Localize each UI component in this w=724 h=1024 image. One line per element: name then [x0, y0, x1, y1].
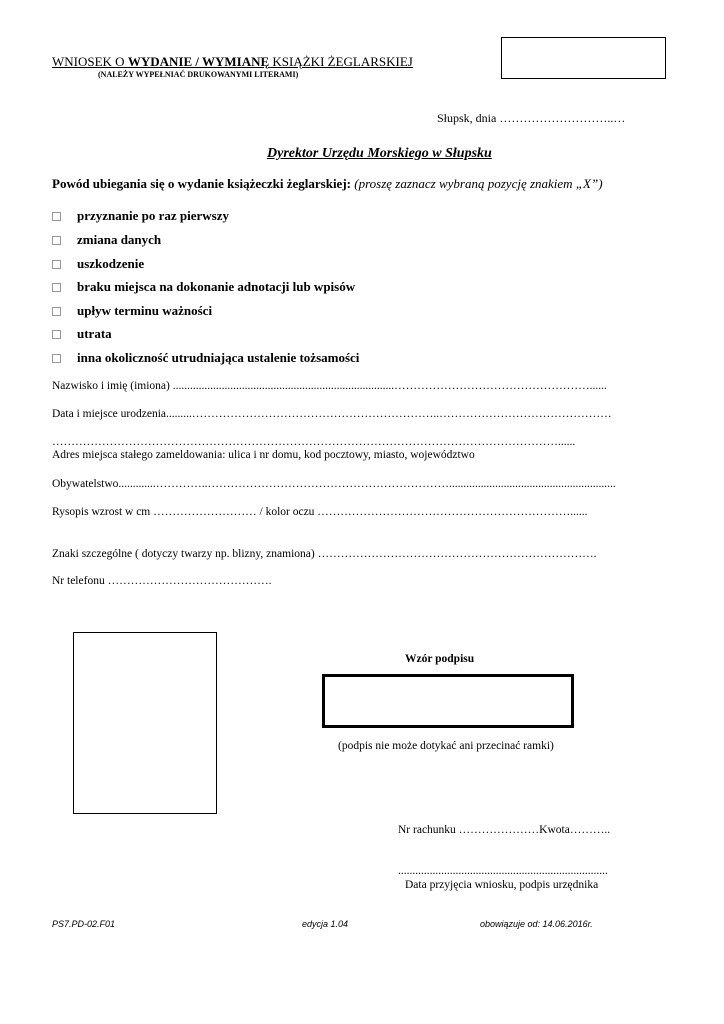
option-label: utrata	[77, 326, 112, 341]
account-amount-line[interactable]: Nr rachunku …………………Kwota………..	[398, 824, 611, 836]
title-part-1: WNIOSEK O	[52, 54, 128, 69]
option-no-space[interactable]	[52, 279, 355, 295]
checkbox[interactable]	[52, 354, 61, 363]
option-expiry[interactable]	[52, 303, 212, 319]
option-data-change[interactable]	[52, 232, 161, 248]
addressee: Dyrektor Urzędu Morskiego w Słupsku	[267, 146, 492, 161]
option-first-issue[interactable]	[52, 208, 229, 224]
reason-heading	[52, 176, 603, 192]
phone-field[interactable]: Nr telefonu …………………………………….	[52, 575, 272, 587]
signature-box[interactable]	[322, 674, 574, 728]
option-label: upływ terminu ważności	[77, 303, 213, 318]
place-date-line: Słupsk, dnia ………………………..…	[437, 111, 626, 125]
address-label: Adres miejsca stałego zameldowania: ulica i nr domu, kod pocztowy, miasto, województwo	[52, 449, 475, 461]
checkbox[interactable]	[52, 330, 61, 339]
option-other[interactable]	[52, 350, 359, 366]
form-code: PS7.PD-02.F01	[52, 919, 116, 929]
edition: edycja 1.04	[302, 919, 349, 929]
reason-bold: Powód ubiegania się o wydanie książeczki żeglarskiej:	[52, 176, 351, 191]
birth-field[interactable]: Data i miejsce urodzenia.........………………………………………………………..………………………………………	[52, 408, 612, 420]
address-field[interactable]: ……………………………………………………………………………………………………………………......	[52, 436, 576, 448]
title-part-2: WYDANIE / WYMIANĘ	[127, 54, 270, 69]
citizenship-field[interactable]: Obywatelstwo.............…………..………………………………………………………..........................................................	[52, 478, 616, 490]
option-label: inna okoliczność utrudniająca ustalenie tożsamości	[77, 350, 360, 365]
form-title	[52, 54, 413, 70]
acceptance-label: Data przyjęcia wniosku, podpis urzędnika	[405, 879, 599, 891]
description-field[interactable]: Rysopis wzrost w cm ……………………… / kolor oczu …………………………………………………………......	[52, 506, 588, 518]
option-label: uszkodzenie	[77, 256, 145, 271]
photo-box	[73, 632, 217, 814]
option-label: zmiana danych	[77, 232, 162, 247]
checkbox[interactable]	[52, 283, 61, 292]
option-damage[interactable]	[52, 256, 144, 272]
reason-instruction: (proszę zaznacz wybraną pozycję znakiem „X”)	[351, 176, 603, 191]
title-part-3: KSIĄŻKI ŻEGLARSKIEJ	[269, 54, 413, 69]
option-label: braku miejsca na dokonanie adnotacji lub wpisów	[77, 279, 356, 294]
checkbox[interactable]	[52, 212, 61, 221]
acceptance-signature-line[interactable]: .........................................................................	[398, 865, 608, 877]
name-field[interactable]: Nazwisko i imię (imiona) .............................................................................……………………………………………......	[52, 380, 607, 392]
option-label: przyznanie po raz pierwszy	[77, 208, 230, 223]
checkbox[interactable]	[52, 260, 61, 269]
option-loss[interactable]	[52, 326, 112, 342]
checkbox[interactable]	[52, 236, 61, 245]
checkbox[interactable]	[52, 307, 61, 316]
signature-label: Wzór podpisu	[405, 653, 475, 665]
signature-note: (podpis nie może dotykać ani przecinać ramki)	[338, 740, 554, 752]
valid-from: obowiązuje od: 14.06.2016r.	[480, 919, 593, 929]
form-subtitle: (NALEŻY WYPEŁNIAĆ DRUKOWANYMI LITERAMI)	[98, 70, 299, 79]
office-stamp-box	[501, 37, 666, 79]
distinguishing-marks-field[interactable]: Znaki szczególne ( dotyczy twarzy np. blizny, znamiona) ……………………………………………………………….	[52, 548, 597, 560]
